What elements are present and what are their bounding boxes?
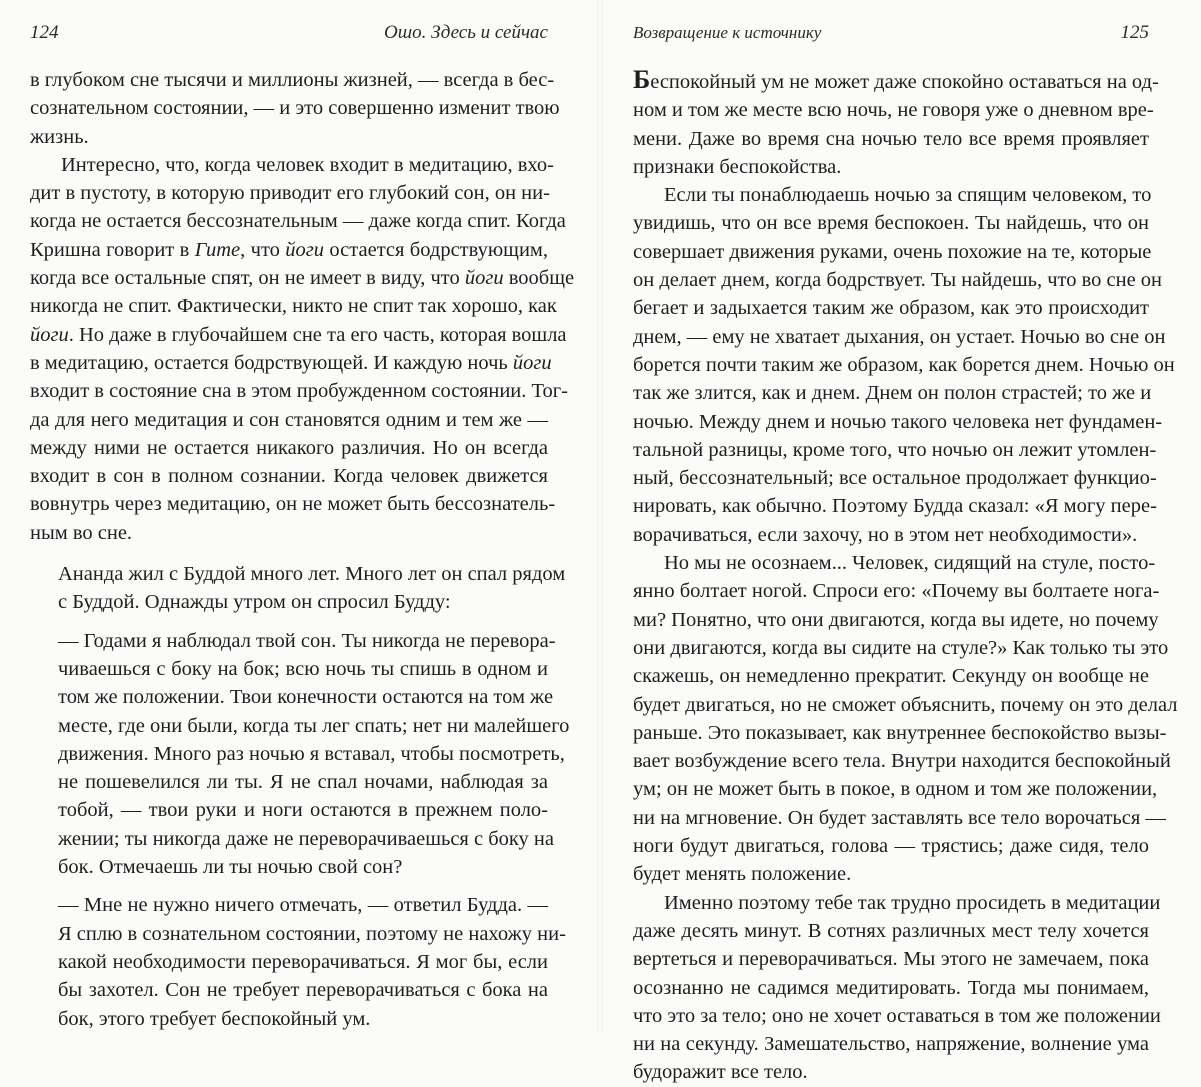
text-line: ночью. Между днем и ночью такого человека нет фундамен- — [633, 410, 1163, 433]
text-line: между ними не остается никакого различия. Но он всегда — [30, 436, 548, 459]
left-page — [0, 0, 600, 1033]
story-quote — [58, 560, 570, 1033]
text-line: никогда не спит. Фактически, никто не спит так хорошо, как — [30, 295, 557, 318]
text-line: ном и том же месте всю ночь, не говоря уже о дневном вре- — [633, 99, 1154, 122]
text-fragment: в медитацию, остается бодрствующей. И каждую ночь — [30, 351, 508, 374]
text-line: да для него медитация и сон становятся одним и тем же — — [30, 408, 548, 431]
quote-line: — Мне не нужно ничего отмечать, — ответил Будда. — — [58, 894, 548, 917]
text-line: увидишь, что он все время беспокоен. Ты найдешь, что он — [633, 212, 1149, 235]
text-line: ми? Понятно, что они двигаются, когда вы идете, но почему — [633, 608, 1159, 631]
text-line: ным во сне. — [30, 521, 133, 544]
text-line: признаки беспокойства. — [633, 155, 842, 178]
text-fragment: еспокойный ум не может даже спокойно оставаться на од- — [650, 71, 1159, 93]
running-title: Возвращение к источнику — [633, 23, 822, 42]
text-fragment: , что — [240, 238, 280, 261]
right-page-body — [633, 65, 1178, 1087]
text-line: бегает и задыхается таким же образом, как это происходит — [633, 297, 1149, 320]
text-line: будоражит все тело. — [633, 1061, 808, 1084]
italic-term: йоги — [464, 267, 504, 290]
text-line: вовнутрь через медитацию, он не может быть бессознатель- — [30, 493, 556, 516]
quote-line: Ананда жил с Буддой много лет. Много лет он спал рядом — [58, 563, 566, 586]
quote-line: бок. Отмечаешь ли ты ночью свой сон? — [58, 856, 403, 879]
text-line: ворачиваться, если захочу, но в этом нет необходимости». — [633, 523, 1138, 546]
text-line: Но мы не осознаем... Человек, сидящий на стуле, посто- — [664, 552, 1156, 575]
text-line: раньше. Это показывает, как внутреннее беспокойство вызы- — [633, 721, 1167, 744]
text-line: будет двигаться, но не сможет объяснить, почему он это делал — [633, 693, 1178, 716]
left-page-body — [30, 66, 575, 1033]
running-title: Ошо. Здесь и сейчас — [384, 22, 548, 43]
right-page — [600, 0, 1201, 1084]
quote-line: — Годами я наблюдал твой сон. Ты никогда не перевора- — [58, 629, 556, 652]
italic-term: йоги — [285, 238, 325, 261]
page-number: 125 — [1120, 22, 1149, 43]
text-line: совершает движения руками, очень похожие на те, которые — [633, 240, 1152, 263]
text-line: что это за тело; оно не хочет оставаться в том же положении — [633, 1004, 1161, 1027]
text-line: тальной разницы, кроме того, что ночью он лежит утомлен- — [633, 438, 1157, 461]
text-fragment: когда все остальные спят, он не имеет в виду, что — [30, 267, 460, 290]
text-line: входит в состояние сна в этом пробужденном состоянии. Тог- — [30, 380, 568, 403]
quote-line: не пошевелился ли ты. Я не спал ночами, наблюдая за — [58, 771, 548, 794]
text-line: борется почти таким же образом, как борется днем. Ночью он — [633, 353, 1175, 376]
spacer — [30, 547, 548, 560]
text-line: нировать, как обычно. Поэтому Будда сказал: «Я могу пере- — [633, 495, 1157, 518]
text-line: ум; он не может быть в покое, в одном и том же положении, — [633, 778, 1158, 801]
text-line: янно болтает ногой. Спроси его: «Почему вы болтаете нога- — [633, 580, 1160, 603]
quote-line: Я сплю в сознательном состоянии, поэтому не нахожу ни- — [58, 922, 566, 945]
text-line: жизнь. — [30, 125, 89, 148]
text-line: будет менять положение. — [633, 863, 852, 886]
text-line: вает возбуждение всего тела. Внутри находится беспокойный — [633, 750, 1171, 773]
text-line: Если ты понаблюдаешь ночью за спящим человеком, то — [664, 184, 1152, 207]
right-page-header — [633, 22, 1149, 44]
text-fragment: остается бодрствующим, — [324, 238, 549, 261]
text-line: Интересно, что, когда человек входит в медитацию, вхо- — [61, 153, 554, 176]
text-line: в глубоком сне тысячи и миллионы жизней, — всегда в бес- — [30, 69, 555, 91]
text-line: входит в сон в полном сознании. Когда человек движется — [30, 465, 548, 488]
drop-cap: Б — [633, 65, 651, 94]
text-fragment: вообще — [503, 267, 575, 290]
text-line — [30, 236, 548, 264]
text-fragment: . Но даже в глубочайшем сне та его часть, которая вошла — [68, 323, 567, 346]
text-line: они двигаются, когда вы сидите на стуле?» Как только ты это — [633, 636, 1169, 659]
text-line: ный, бессознательный; все остальное продолжает функцио- — [633, 467, 1157, 490]
quote-line: движения. Много раз ночью я вставал, чтобы посмотреть, — [58, 742, 565, 765]
quote-line: тобой, — твои руки и ноги остаются в прежнем поло- — [58, 799, 548, 822]
quote-line: чиваешься с боку на бок; всю ночь ты спишь в одном и — [58, 657, 548, 680]
italic-term: йоги — [512, 351, 552, 374]
spacer — [58, 617, 548, 627]
text-line — [633, 65, 1159, 96]
text-line: днем, — ему не хватает дыхания, он устает. Ночью во сне он — [633, 325, 1166, 348]
text-line: когда не остается бессознательным — даже когда спит. Когда — [30, 210, 566, 233]
page-number: 124 — [30, 22, 59, 43]
text-line: он делает днем, когда бодрствует. Ты найдешь, что во сне он — [633, 269, 1163, 292]
italic-term: йоги — [30, 323, 69, 346]
text-line: сознательном состоянии, — и это совершенно изменит твою — [30, 97, 560, 120]
text-line: так же злится, как и днем. Днем он полон страстей; то же и — [633, 382, 1152, 405]
text-line: даже десять минут. В сотнях различных мест телу хочется — [633, 919, 1149, 942]
text-line — [30, 264, 575, 292]
text-line — [30, 321, 567, 349]
text-line — [30, 349, 552, 377]
text-line: ни на секунду. Замешательство, напряжение, волнение ума — [633, 1033, 1149, 1056]
text-fragment: Кришна говорит в — [30, 238, 190, 261]
quote-line: жении; ты никогда даже не переворачиваешься с боку на — [58, 827, 555, 850]
text-line: вертеться и переворачиваться. Мы этого не замечаем, пока — [633, 948, 1149, 971]
quote-line: какой необходимости переворачиваться. Я мог бы, если — [58, 950, 548, 973]
quote-line: том же положении. Твои конечности остаются на том же — [58, 686, 554, 709]
text-line: осознанно не садимся медитировать. Тогда мы понимаем, — [633, 976, 1149, 999]
quote-line: бок, этого требует беспокойный ум. — [58, 1007, 371, 1030]
text-line: ни на мгновение. Он будет заставлять все тело ворочаться — — [633, 806, 1166, 829]
text-line: скажешь, он немедленно прекратит. Секунду он вообще не — [633, 665, 1149, 688]
spacer — [58, 881, 548, 891]
text-line: ноги будут двигаться, голова — трястись; даже сидя, тело — [633, 835, 1149, 858]
text-line: Именно поэтому тебе так трудно просидеть в медитации — [664, 891, 1161, 914]
left-page-header — [30, 22, 548, 44]
quote-line: с Буддой. Однажды утром он спросил Будду: — [58, 591, 451, 614]
quote-line: бы захотел. Сон не требует переворачиваться с бока на — [58, 979, 548, 1002]
italic-term: Гите — [194, 238, 241, 261]
text-line: дит в пустоту, в которую приводит его глубокий сон, он ни- — [30, 182, 550, 205]
quote-line: месте, где они были, когда ты лег спать; нет ни малейшего — [58, 714, 570, 737]
text-line: мени. Даже во время сна ночью тело все время проявляет — [633, 127, 1149, 150]
